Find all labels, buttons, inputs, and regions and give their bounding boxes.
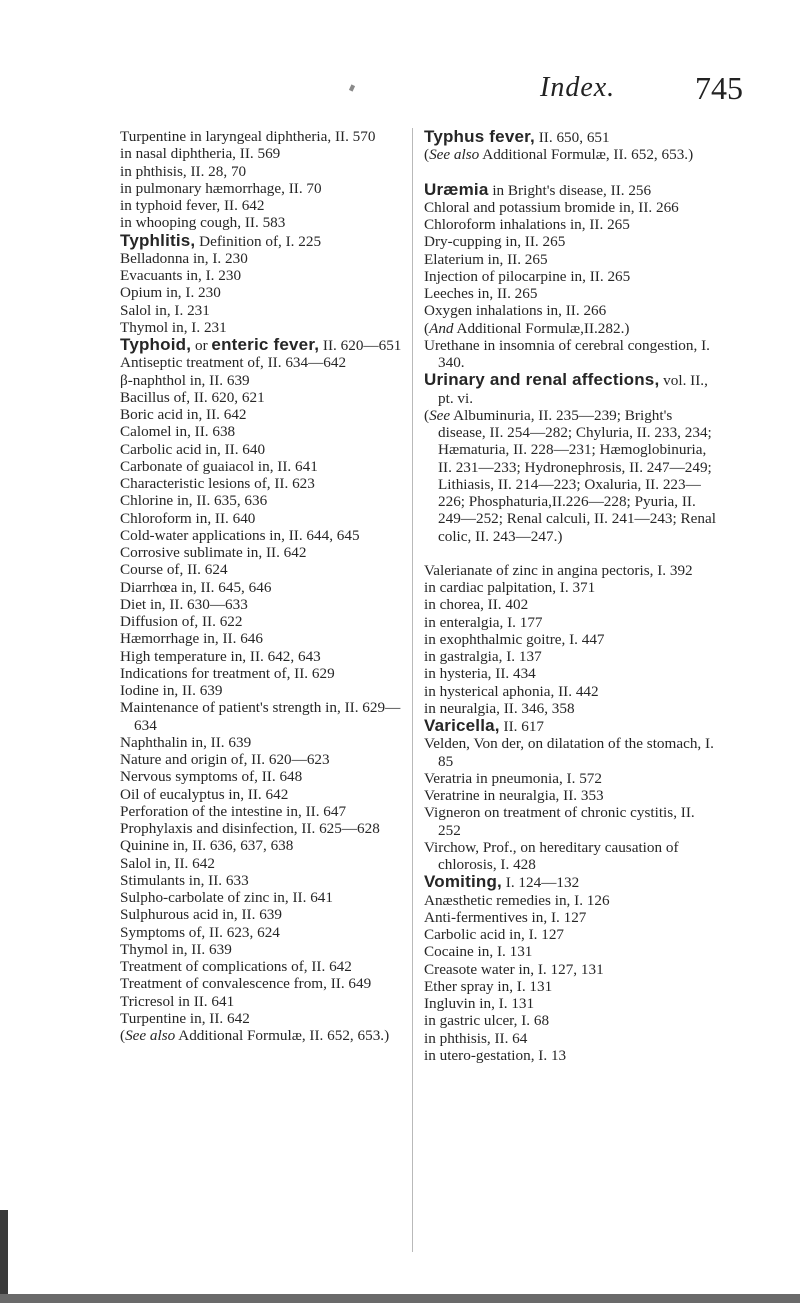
index-subentry: Iodine in, II. 639 [120, 682, 223, 699]
entry-text: ( [424, 406, 430, 424]
index-subentry: Nature and origin of, II. 620—623 [120, 751, 330, 768]
index-subentry: Stimulants in, II. 633 [120, 871, 249, 889]
index-subentry: Anti-fermentives in, I. 127 [424, 908, 587, 926]
see-also-label: See [429, 406, 451, 424]
index-main-entry [120, 336, 402, 354]
entry-text: Definition of, I. 225 [195, 232, 322, 250]
index-headword: Varicella, [424, 716, 500, 735]
entry-text: Additional Formulæ, II. 652, 653.) [479, 146, 694, 164]
index-subentry: in phthisis, II. 28, 70 [120, 162, 247, 180]
index-headword: Uræmia [424, 179, 489, 199]
index-subentry: Prophylaxis and disinfection, II. 625—628 [120, 820, 380, 837]
index-subentry: in neuralgia, II. 346, 358 [424, 699, 575, 717]
index-subentry: Belladonna in, I. 230 [120, 249, 248, 267]
index-headword: Typhlitis, [120, 230, 196, 250]
index-subentry: Turpentine in, II. 642 [120, 1009, 250, 1027]
index-subentry: Quinine in, II. 636, 637, 638 [120, 837, 294, 855]
index-main-entry [424, 371, 718, 407]
index-subentry: Nervous symptoms of, II. 648 [120, 768, 303, 786]
entry-text: II. 620—651 [319, 337, 402, 354]
index-subentry: Perforation of the intestine in, II. 647 [120, 802, 347, 820]
index-subentry: Thymol in, II. 639 [120, 940, 232, 958]
entry-text: vol. II., pt. vi. [438, 372, 708, 407]
index-subentry: Boric acid in, II. 642 [120, 406, 247, 423]
index-subentry: Sulphurous acid in, II. 639 [120, 906, 282, 924]
right-column [424, 128, 718, 1064]
index-subentry: Antiseptic treatment of, II. 634—642 [120, 354, 347, 372]
index-subentry: Thymol in, I. 231 [120, 318, 227, 336]
index-subentry: Cold-water applications in, II. 644, 645 [120, 526, 360, 544]
see-also-label: And [429, 319, 454, 337]
index-subentry: in gastric ulcer, I. 68 [424, 1012, 550, 1030]
index-subentry: Chloroform in, II. 640 [120, 509, 256, 527]
entry-text: II. 650, 651 [534, 129, 610, 146]
index-subentry: in gastralgia, I. 137 [424, 648, 542, 665]
index-entry: Urethane in insomnia of cerebral congestion, I. 340. [424, 336, 710, 371]
index-subentry: Diffusion of, II. 622 [120, 613, 243, 630]
index-subentry: Chloroform inhalations in, II. 265 [424, 216, 630, 233]
index-subentry: in cardiac palpitation, I. 371 [424, 579, 596, 596]
index-subentry: Chloral and potassium bromide in, II. 266 [424, 198, 679, 216]
entry-text: ( [424, 146, 430, 164]
entry-text: in Bright's disease, II. 256 [488, 181, 652, 199]
index-subentry: Treatment of convalescence from, II. 649 [120, 975, 372, 993]
entry-text: or [191, 337, 212, 354]
index-entry: Veratria in pneumonia, I. 572 [424, 769, 602, 787]
index-subentry: Hæmorrhage in, II. 646 [120, 630, 263, 648]
index-subentry: Oil of eucalyptus in, II. 642 [120, 785, 289, 803]
index-subentry: Creasote water in, I. 127, 131 [424, 960, 604, 978]
index-main-entry [424, 128, 718, 146]
index-subentry: Elaterium in, II. 265 [424, 250, 548, 268]
index-main-entry [424, 873, 718, 891]
entry-text: Albuminuria, II. 235—239; Bright's disease, II. 254—282; Chyluria, II. 233, 234; Hæmaturia, II. 228—231; Hæmoglobinuria, II. 231—233; Hydronephrosis, II. 247—249; Lithiasis, II. 214—223; Oxaluria, II. 223—226; Phosphaturia,II.226—228; Pyuria, II. 249—252; Renal calculi, II. 241—243; Renal colic, II. 243—247.) [438, 406, 716, 545]
entry-text: II. 617 [499, 718, 545, 735]
index-subentry: in hysteria, II. 434 [424, 665, 536, 683]
index-subentry: Calomel in, II. 638 [120, 423, 236, 441]
index-subentry: Symptoms of, II. 623, 624 [120, 923, 280, 941]
index-subentry: in utero-gestation, I. 13 [424, 1046, 567, 1064]
entry-text: Additional Formulæ, II. 652, 653.) [175, 1027, 390, 1044]
index-entry: Virchow, Prof., on hereditary causation of chlorosis, I. 428 [424, 838, 679, 873]
index-subentry: High temperature in, II. 642, 643 [120, 647, 321, 665]
index-subentry: in enteralgia, I. 177 [424, 613, 543, 631]
index-subentry: Diarrhœa in, II. 645, 646 [120, 578, 272, 596]
index-headword: Vomiting, [424, 872, 502, 892]
index-subentry: Opium in, I. 230 [120, 284, 221, 302]
index-subentry: Evacuants in, I. 230 [120, 267, 242, 284]
index-subentry: Ingluvin in, I. 131 [424, 995, 535, 1012]
see-also-label: See also [125, 1027, 176, 1044]
index-headword: Typhus fever, [424, 127, 535, 146]
index-subentry: Characteristic lesions of, II. 623 [120, 475, 315, 492]
index-subentry: in exophthalmic goitre, I. 447 [424, 630, 605, 648]
cross-reference [424, 407, 718, 545]
index-subentry: Carbolic acid in, I. 127 [424, 926, 565, 943]
index-subentry: Corrosive sublimate in, II. 642 [120, 544, 307, 561]
index-subentry: Dry-cupping in, II. 265 [424, 233, 566, 251]
index-subentry: Carbonate of guaiacol in, II. 641 [120, 457, 318, 475]
left-column [120, 128, 402, 1044]
index-subentry: Tricresol in II. 641 [120, 992, 235, 1010]
index-subentry: Cocaine in, I. 131 [424, 943, 533, 961]
index-subentry: in hysterical aphonia, II. 442 [424, 682, 599, 700]
index-subentry: Salol in, I. 231 [120, 301, 210, 319]
running-head [0, 72, 800, 112]
index-subentry: in typhoid fever, II. 642 [120, 197, 265, 214]
index-subentry: Injection of pilocarpine in, II. 265 [424, 267, 631, 285]
cross-reference [120, 1027, 402, 1044]
index-subentry: Naphthalin in, II. 639 [120, 733, 252, 751]
entry-text: Additional Formulæ,II.282.) [453, 319, 630, 337]
index-subentry: Indications for treatment of, II. 629 [120, 664, 335, 682]
index-entry: Valerianate of zinc in angina pectoris, I. 392 [424, 561, 693, 579]
index-entry: Vigneron on treatment of chronic cystitis, II. 252 [424, 804, 695, 839]
index-subentry: Oxygen inhalations in, II. 266 [424, 302, 607, 320]
index-entry: Velden, Von der, on dilatation of the stomach, I. 85 [424, 735, 714, 770]
index-subentry: Anæsthetic remedies in, I. 126 [424, 891, 610, 909]
entry-gap [424, 164, 718, 181]
index-entry: Veratrine in neuralgia, II. 353 [424, 787, 604, 804]
index-headword: enteric fever, [211, 335, 320, 354]
entry-gap [424, 545, 718, 562]
index-subentry: β-naphthol in, II. 639 [120, 371, 250, 389]
index-subentry: in phthisis, II. 64 [424, 1029, 528, 1047]
index-subentry: Sulpho-carbolate of zinc in, II. 641 [120, 889, 333, 906]
index-subentry: in whooping cough, II. 583 [120, 214, 286, 232]
column-divider [412, 128, 413, 1252]
index-subentry: Course of, II. 624 [120, 561, 228, 579]
entry-text: I. 124—132 [501, 874, 580, 892]
scan-edge-shadow [0, 1210, 8, 1303]
page-number: 745 [695, 70, 743, 106]
index-subentry: Carbolic acid in, II. 640 [120, 440, 266, 458]
index-subentry: Diet in, II. 630—633 [120, 595, 248, 613]
index-subentry: Ether spray in, I. 131 [424, 977, 553, 995]
scan-bottom-edge [0, 1294, 800, 1303]
running-head-title: Index. [540, 72, 616, 103]
index-subentry: Turpentine in laryngeal diphtheria, II. 570 [120, 128, 376, 145]
index-subentry: Treatment of complications of, II. 642 [120, 958, 352, 975]
index-subentry: Bacillus of, II. 620, 621 [120, 388, 265, 406]
index-main-entry [424, 717, 718, 735]
index-main-entry [424, 181, 718, 199]
cross-reference [424, 146, 718, 163]
index-subentry: in nasal diphtheria, II. 569 [120, 145, 281, 163]
index-subentry: Leeches in, II. 265 [424, 285, 538, 302]
index-headword: Urinary and renal affections, [424, 370, 660, 390]
index-subentry: in chorea, II. 402 [424, 596, 529, 614]
see-also-label: See also [429, 146, 480, 164]
index-main-entry [120, 232, 402, 250]
index-subentry: Salol in, II. 642 [120, 854, 215, 872]
index-subentry: Maintenance of patient's strength in, II. 629—634 [120, 699, 401, 734]
entry-text: ( [120, 1027, 126, 1044]
cross-reference [424, 320, 718, 337]
index-headword: Typhoid, [120, 335, 192, 354]
index-subentry: in pulmonary hæmorrhage, II. 70 [120, 179, 322, 197]
index-subentry: Chlorine in, II. 635, 636 [120, 492, 268, 510]
entry-text: ( [424, 319, 430, 337]
